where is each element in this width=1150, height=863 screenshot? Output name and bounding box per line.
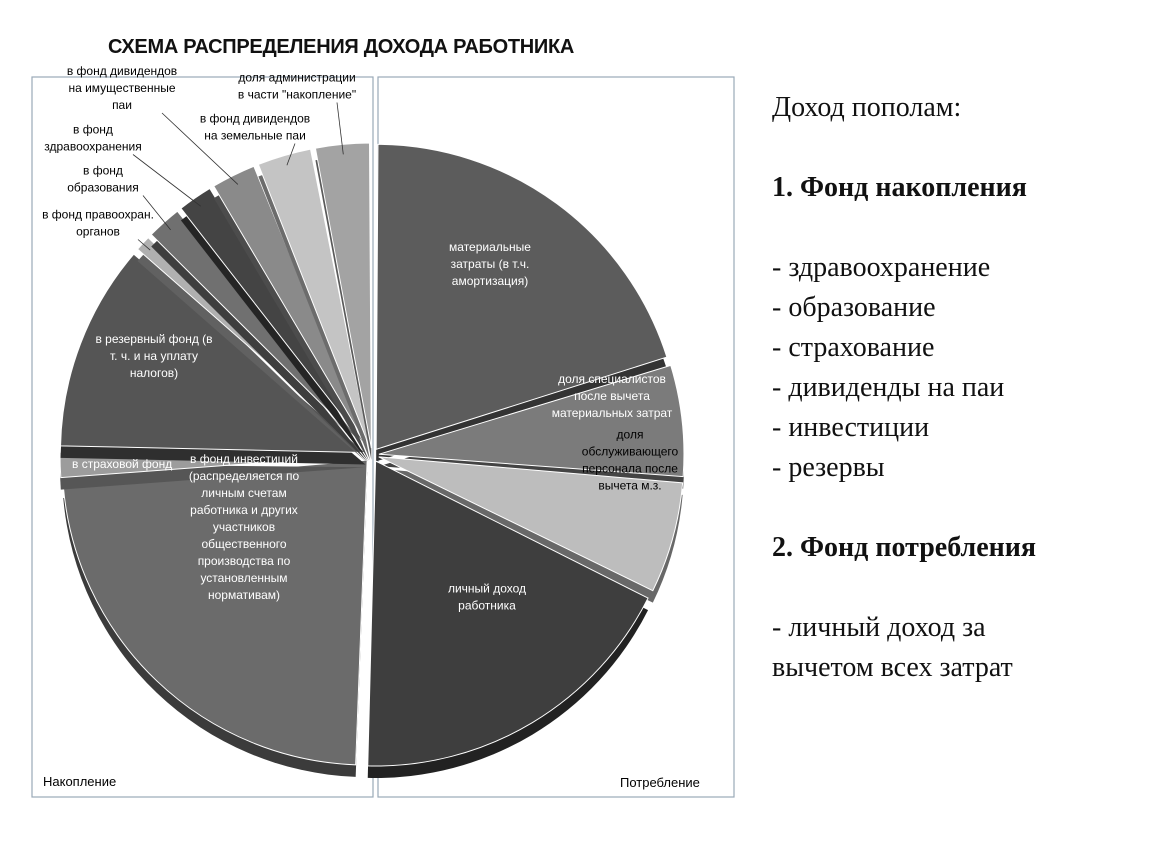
slice-label-line: на имущественные [68, 81, 176, 95]
slice-label-line: (распределяется по [188, 469, 300, 483]
slice-label-line: затраты (в т.ч. [450, 257, 530, 271]
section1-title: 1. Фонд накопления [772, 172, 1027, 203]
slice-label-line: обслуживающего [581, 444, 679, 459]
section1-item: - страхование [772, 332, 935, 363]
slice-label [238, 71, 356, 102]
slice-label-line: образования [67, 180, 139, 195]
slice-label-line: материальных затрат [551, 406, 673, 420]
slice-label-line: здравоохранения [44, 139, 142, 154]
slice-label-line: общественного [201, 537, 287, 551]
group-label-consumption: Потребление [620, 775, 700, 790]
slice-label [42, 208, 154, 239]
slice-label [44, 123, 142, 154]
slice-label-line: вычета м.з. [598, 478, 662, 493]
slice-label-line: личным счетам [201, 486, 287, 500]
slice-label-line: личный доход [447, 581, 527, 596]
slice-label [72, 457, 172, 471]
slice-label-line: доля специалистов [558, 372, 666, 386]
section2-line: - личный доход за [772, 612, 986, 643]
slice-label [449, 240, 531, 288]
section2-line: вычетом всех затрат [772, 652, 1013, 683]
slice-label [67, 64, 177, 112]
slice-label-line: в фонд дивидендов [199, 111, 311, 126]
section1-item: - здравоохранение [772, 252, 991, 283]
slice-label-line: персонала после [582, 461, 678, 476]
section1-item: - инвестиции [772, 412, 930, 443]
side-heading: Доход пополам: [772, 92, 962, 123]
slice-label-line: паи [112, 98, 132, 112]
slice-label [200, 112, 310, 143]
slice-label-line: участников [212, 520, 276, 534]
slice-label-line: налогов) [129, 366, 179, 380]
section1-item: - дивиденды на паи [772, 372, 1005, 403]
slice-label-line: органов [76, 224, 120, 239]
slice-label-line: доля [616, 427, 644, 442]
slice-label-line: работника и других [190, 503, 298, 517]
slice-label [67, 164, 139, 195]
slice-label-line: в фонд [83, 163, 123, 178]
section1-item: - образование [772, 292, 936, 323]
section1-item: - резервы [772, 452, 885, 483]
section2-title: 2. Фонд потребления [772, 532, 1037, 563]
slice-label-line: в части "накопление" [237, 87, 357, 102]
group-label-accumulation: Накопление [43, 774, 117, 789]
slice-label-line: амортизация) [451, 274, 529, 288]
slice-label-line: после вычета [574, 389, 650, 403]
slice-label-line: работника [458, 598, 516, 613]
slice-label-line: в фонд дивидендов [66, 64, 178, 78]
slice-label-line: в фонд правоохран. [42, 207, 154, 222]
slice-label-line: нормативам) [208, 588, 280, 602]
leader-line [133, 155, 201, 207]
slice-label-line: в фонд [73, 122, 113, 137]
slice-label-line: т. ч. и на уплату [110, 349, 198, 363]
slice-label-line: доля администрации [238, 70, 356, 85]
slice-label-line: в фонд инвестиций [190, 452, 298, 466]
slice-label-line: в резервный фонд (в [95, 332, 213, 346]
slice-label-line: производства по [197, 554, 291, 568]
slice-label-line: установленным [200, 571, 288, 585]
slice-label-line: материальные [449, 240, 531, 254]
slice-label-line: в страховой фонд [72, 457, 173, 471]
slice-label-line: на земельные паи [204, 128, 306, 143]
side-panel [772, 88, 1142, 688]
chart-title: СХЕМА РАСПРЕДЕЛЕНИЯ ДОХОДА РАБОТНИКА [108, 36, 575, 58]
